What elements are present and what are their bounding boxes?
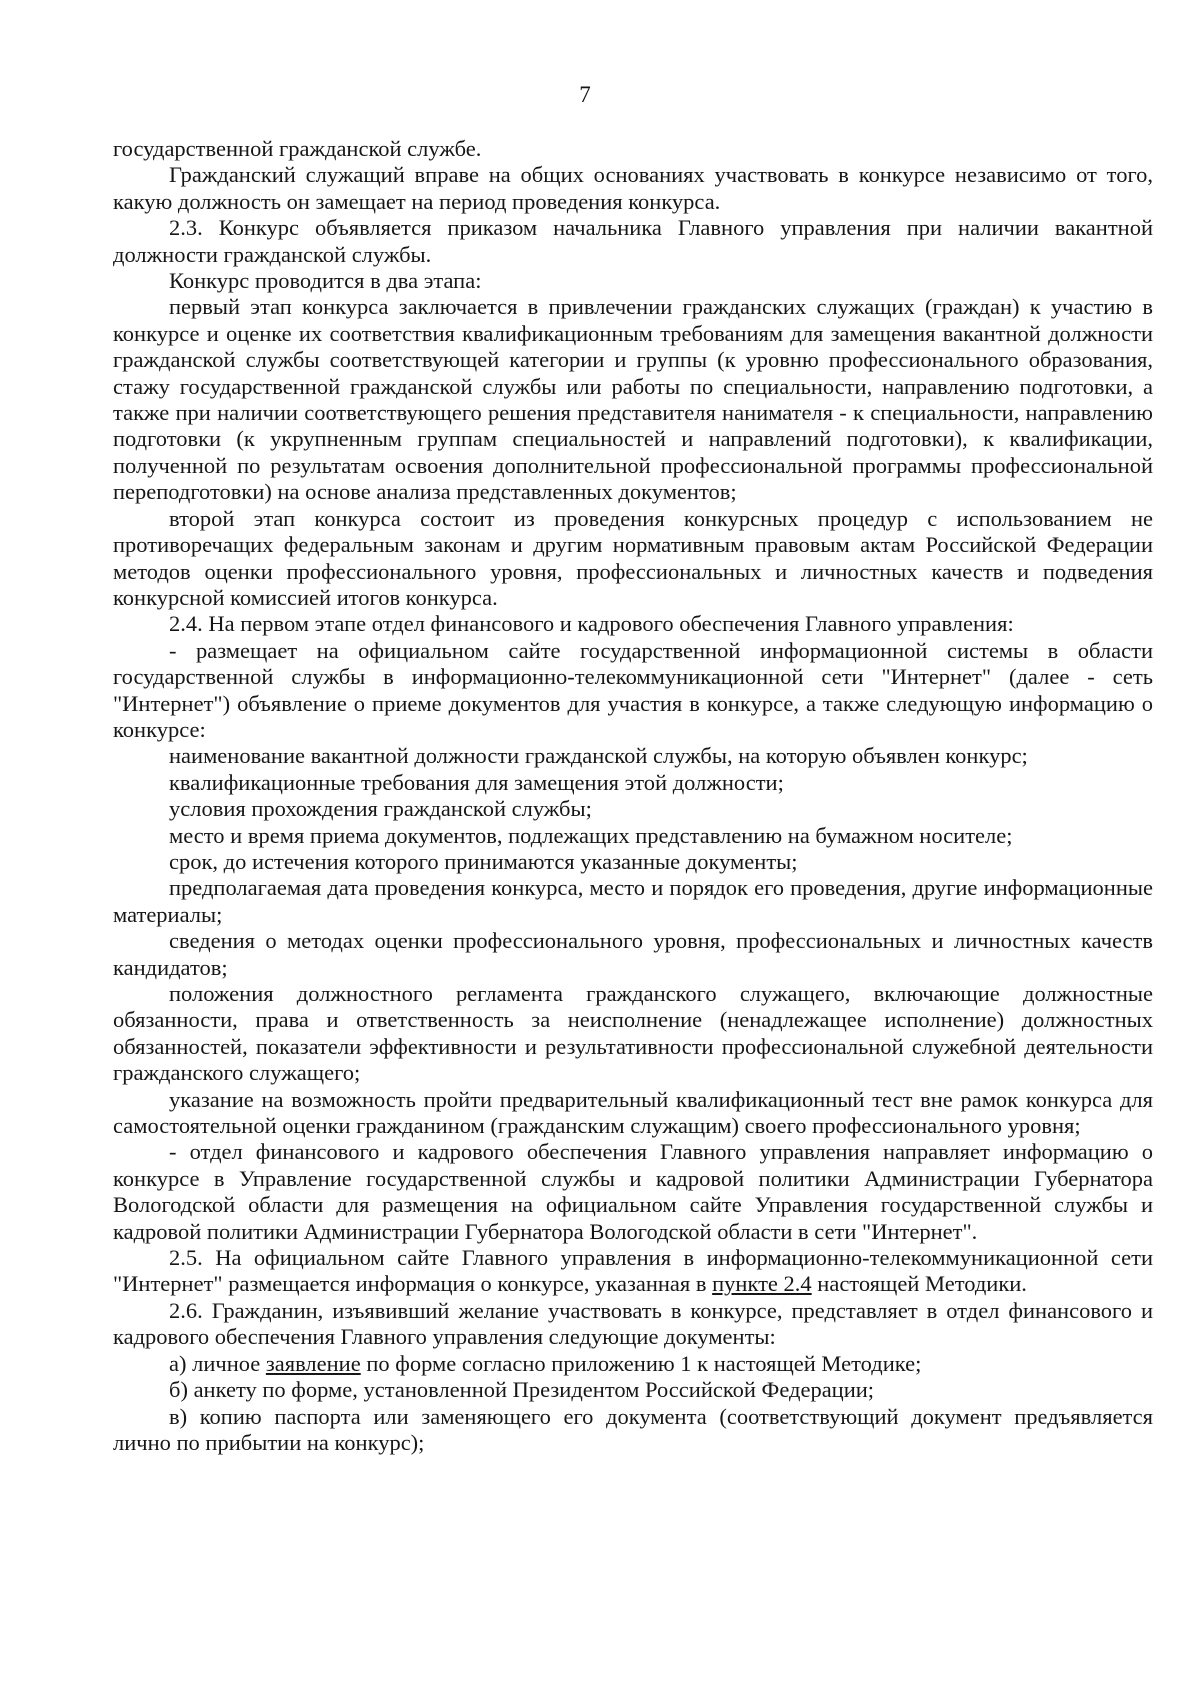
list-item: условия прохождения гражданской службы;	[169, 796, 592, 822]
paragraph: второй этап конкурса состоит из проведения конкурсных процедур с использованием не противоречащих федеральным законам и другим нормативным правовым актам Российской Федерации методов оценки профессионального уровня, профессиональных и личностных качеств и подведения конкурсной комиссией итогов конкурса.	[113, 505, 1153, 610]
list-item: сведения о методах оценки профессионального уровня, профессиональных и личностных качеств кандидатов;	[113, 928, 1153, 980]
paragraph: Конкурс проводится в два этапа:	[169, 268, 482, 294]
list-item: в) копию паспорта или заменяющего его документа (соответствующий документ предъявляется лично по прибытии на конкурс);	[113, 1403, 1153, 1455]
paragraph-2-5: 2.5. На официальном сайте Главного управления в информационно-телекоммуникационной сети "Интернет" размещается информация о конкурсе, указанная в пункте 2.4 настоящей Методики.	[113, 1245, 1153, 1297]
paragraph-2-4: 2.4. На первом этапе отдел финансового и кадрового обеспечения Главного управления:	[169, 611, 1014, 637]
list-item: предполагаемая дата проведения конкурса, место и порядок его проведения, другие информационные материалы;	[113, 875, 1153, 927]
paragraph: - размещает на официальном сайте государственной информационной системы в области государственной службы в информационно-телекоммуникационной сети "Интернет" (далее - сеть "Интернет") объявление о приеме документов для участия в конкурсе, а также следующую информацию о конкурсе:	[113, 637, 1153, 742]
document-body	[113, 136, 1153, 1456]
paragraph-2-3: 2.3. Конкурс объявляется приказом начальника Главного управления при наличии вакантной должности гражданской службы.	[113, 215, 1153, 267]
list-item: указание на возможность пройти предварительный квалификационный тест вне рамок конкурса для самостоятельной оценки гражданином (гражданским служащим) своего профессионального уровня;	[113, 1086, 1153, 1139]
paragraph: государственной гражданской службе.	[113, 136, 482, 161]
list-item: наименование вакантной должности гражданской службы, на которую объявлен конкурс;	[169, 743, 1028, 769]
list-item: место и время приема документов, подлежащих представлению на бумажном носителе;	[169, 822, 1013, 848]
paragraph: Гражданский служащий вправе на общих основаниях участвовать в конкурсе независимо от того, какую должность он замещает на период проведения конкурса.	[113, 162, 1153, 214]
page-number: 7	[579, 82, 591, 107]
list-item: б) анкету по форме, установленной Президентом Российской Федерации;	[169, 1377, 875, 1403]
list-item: положения должностного регламента гражданского служащего, включающие должностные обязанности, права и ответственность за неисполнение (ненадлежащее исполнение) должностных обязанностей, показатели эффективности и результативности профессиональной служебной деятельности гражданского служащего;	[113, 981, 1153, 1086]
link-punkt-2-4[interactable]: пункте 2.4	[712, 1271, 812, 1297]
link-zayavlenie[interactable]: заявление	[265, 1350, 361, 1376]
paragraph: - отдел финансового и кадрового обеспечения Главного управления направляет информацию о конкурсе в Управление государственной службы и кадровой политики Администрации Губернатора Вологодской области для размещения на официальном сайте Управления государственной службы и кадровой политики Администрации Губернатора Вологодской области в сети "Интернет".	[113, 1139, 1153, 1244]
paragraph-2-6: 2.6. Гражданин, изъявивший желание участвовать в конкурсе, представляет в отдел финансового и кадрового обеспечения Главного управления следующие документы:	[113, 1297, 1153, 1350]
list-item: срок, до истечения которого принимаются указанные документы;	[169, 848, 798, 874]
list-item: а) личное заявление по форме согласно приложению 1 к настоящей Методике;	[169, 1350, 922, 1376]
paragraph: первый этап конкурса заключается в привлечении гражданских служащих (граждан) к участию в конкурсе и оценке их соответствия квалификационным требованиям для замещения вакантной должности гражданской службы соответствующей категории и группы (к уровню профессионального образования, стажу государственной гражданской службы или работы по специальности, направлению подготовки, а также при наличии соответствующего решения представителя нанимателя - к специальности, направлению подготовки (к укрупненным группам специальностей и направлений подготовки), к квалификации, полученной по результатам освоения дополнительной профессиональной программы профессиональной переподготовки) на основе анализа представленных документов;	[113, 294, 1153, 505]
list-item: квалификационные требования для замещения этой должности;	[169, 769, 784, 795]
